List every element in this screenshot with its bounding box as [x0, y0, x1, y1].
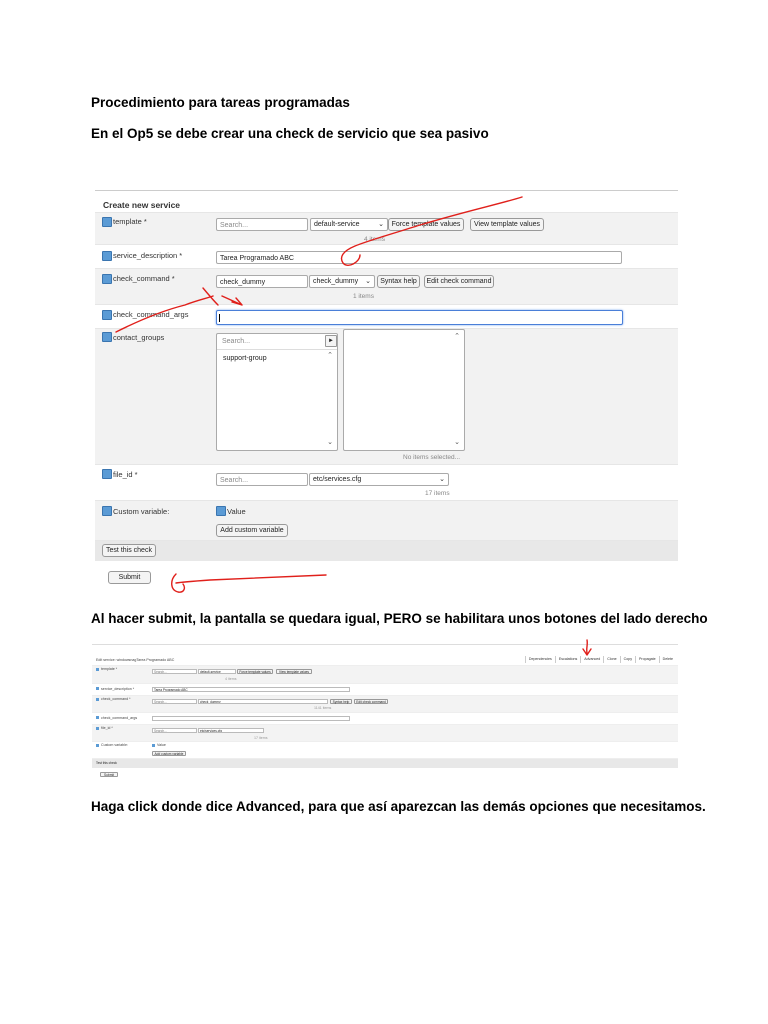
- contact-groups-search-input[interactable]: Search...: [219, 335, 323, 348]
- file-id-count: 17 items: [254, 736, 268, 740]
- file-id-row: [92, 724, 678, 742]
- move-right-button[interactable]: ►: [325, 335, 337, 347]
- edit-check-command-button[interactable]: Edit check command: [354, 699, 388, 704]
- test-row: [95, 540, 678, 561]
- file-id-select[interactable]: etc/services.cfg: [198, 728, 264, 733]
- help-icon[interactable]: [102, 274, 112, 284]
- custom-variable-label: Custom variable:: [113, 507, 170, 516]
- help-icon[interactable]: [102, 217, 112, 227]
- template-count: 4 items: [364, 236, 385, 243]
- contact-groups-row: [95, 328, 678, 465]
- check-command-args-input[interactable]: [152, 716, 350, 721]
- custom-variable-label: Custom variable:: [101, 743, 128, 747]
- check-command-args-row: [95, 304, 678, 329]
- scroll-down-icon[interactable]: ⌄: [327, 439, 333, 446]
- edit-service-screenshot: [92, 644, 678, 783]
- file-id-label: file_id *: [101, 726, 113, 730]
- scroll-down-icon[interactable]: ⌄: [454, 439, 460, 446]
- scroll-up-icon[interactable]: ⌃: [327, 352, 333, 359]
- service-description-label: service_description *: [101, 687, 135, 691]
- create-service-screenshot: [95, 190, 678, 587]
- check-command-label: check_command *: [113, 274, 175, 283]
- help-icon[interactable]: [216, 506, 226, 516]
- test-check-button[interactable]: Test this check: [102, 544, 156, 557]
- check-command-label: check_command *: [101, 697, 131, 701]
- custom-variable-row: [92, 741, 678, 759]
- custom-variable-value-label: Value: [157, 743, 166, 747]
- service-description-label: service_description *: [113, 251, 183, 260]
- doc-line-2: Al hacer submit, la pantalla se quedara igual, PERO se habilitara unos botones del lado derecho: [91, 611, 708, 626]
- template-row: [95, 212, 678, 245]
- template-search-input[interactable]: Search...: [152, 669, 197, 674]
- tab-escalations[interactable]: Escalations: [555, 656, 580, 663]
- force-template-button[interactable]: Force template values: [388, 218, 464, 231]
- scroll-up-icon[interactable]: ⌃: [454, 333, 460, 340]
- service-description-input[interactable]: Tarea Programado ABC: [216, 251, 622, 264]
- file-id-label: file_id *: [113, 470, 138, 479]
- contact-groups-label: contact_groups: [113, 333, 165, 342]
- add-custom-variable-button[interactable]: Add custom variable: [152, 751, 186, 756]
- tab-delete[interactable]: Delete: [659, 656, 676, 663]
- service-description-input[interactable]: Tarea Programado ABC: [152, 687, 350, 692]
- check-command-search-input[interactable]: Search...: [152, 699, 197, 704]
- action-tabs: [525, 656, 676, 663]
- service-description-row: [95, 244, 678, 269]
- help-icon[interactable]: [96, 687, 99, 690]
- check-command-args-label: check_command_args: [113, 310, 189, 319]
- check-command-args-label: check_command_args: [101, 716, 138, 720]
- syntax-help-button[interactable]: Syntax help: [377, 275, 420, 288]
- selected-groups-list[interactable]: [343, 329, 465, 451]
- file-id-count: 17 items: [425, 490, 450, 497]
- view-template-button[interactable]: View template values: [470, 218, 544, 231]
- submit-button[interactable]: Submit: [100, 772, 118, 777]
- view-template-button[interactable]: View template values: [276, 669, 312, 674]
- check-command-count: 1141 items: [314, 706, 332, 710]
- chevron-down-icon: ⌄: [439, 476, 445, 483]
- help-icon[interactable]: [152, 744, 155, 747]
- help-icon[interactable]: [96, 727, 99, 730]
- help-icon[interactable]: [102, 251, 112, 261]
- list-item[interactable]: support-group: [223, 355, 267, 362]
- help-icon[interactable]: [96, 698, 99, 701]
- custom-variable-row: [95, 500, 678, 541]
- template-search-input[interactable]: Search...: [216, 218, 308, 231]
- template-label: template *: [113, 217, 147, 226]
- edit-check-command-button[interactable]: Edit check command: [424, 275, 494, 288]
- help-icon[interactable]: [102, 310, 112, 320]
- doc-line-1: En el Op5 se debe crear una check de servicio que sea pasivo: [91, 126, 489, 141]
- help-icon[interactable]: [102, 332, 112, 342]
- text-caret: [219, 314, 220, 322]
- help-icon[interactable]: [102, 469, 112, 479]
- template-row: [92, 665, 678, 684]
- available-groups-list[interactable]: [216, 333, 338, 451]
- submit-button[interactable]: Submit: [108, 571, 151, 584]
- tab-copy[interactable]: Copy: [620, 656, 635, 663]
- doc-line-3: Haga click donde dice Advanced, para que así aparezcan las demás opciones que necesitamos.: [91, 799, 706, 814]
- no-items-selected-note: No items selected...: [403, 454, 461, 461]
- check-command-count: 1 items: [353, 293, 374, 300]
- file-id-search-input[interactable]: Search...: [216, 473, 308, 486]
- add-custom-variable-button[interactable]: Add custom variable: [216, 524, 288, 537]
- form-title: Create new service: [103, 200, 181, 210]
- help-icon[interactable]: [96, 668, 99, 671]
- form2-title: Edit service: windowsnagTarea Programado ABC: [96, 658, 175, 662]
- doc-heading: Procedimiento para tareas programadas: [91, 95, 350, 110]
- tab-advanced[interactable]: Advanced: [580, 656, 603, 663]
- test-check-button[interactable]: Test this check: [96, 761, 117, 765]
- chevron-down-icon: ⌄: [365, 278, 371, 285]
- force-template-button[interactable]: Force template values: [237, 669, 273, 674]
- template-select[interactable]: default-service: [198, 669, 236, 674]
- template-label: template *: [101, 667, 118, 671]
- custom-variable-value-label: Value: [227, 507, 246, 516]
- template-count: 4 items: [225, 677, 237, 681]
- help-icon[interactable]: [96, 744, 99, 747]
- check-command-search-input[interactable]: check_dummy: [216, 275, 308, 288]
- test-row: [92, 758, 678, 768]
- help-icon[interactable]: [96, 716, 99, 719]
- chevron-down-icon: ⌄: [378, 221, 384, 228]
- check-command-args-input[interactable]: [216, 310, 623, 325]
- tab-propagate[interactable]: Propagate: [635, 656, 659, 663]
- check-command-row: [95, 268, 678, 305]
- check-command-select[interactable]: check_dummy: [198, 699, 328, 704]
- check-command-row: [92, 695, 678, 713]
- tab-dependencies[interactable]: Dependencies: [525, 656, 555, 663]
- template-select[interactable]: default-service ⌄: [310, 218, 388, 231]
- file-id-search-input[interactable]: Search...: [152, 728, 197, 733]
- file-id-select[interactable]: etc/services.cfg ⌄: [309, 473, 449, 486]
- syntax-help-button[interactable]: Syntax help: [330, 699, 352, 704]
- check-command-select[interactable]: check_dummy ⌄: [309, 275, 375, 288]
- file-id-row: [95, 464, 678, 501]
- help-icon[interactable]: [102, 506, 112, 516]
- tab-clone[interactable]: Clone: [603, 656, 619, 663]
